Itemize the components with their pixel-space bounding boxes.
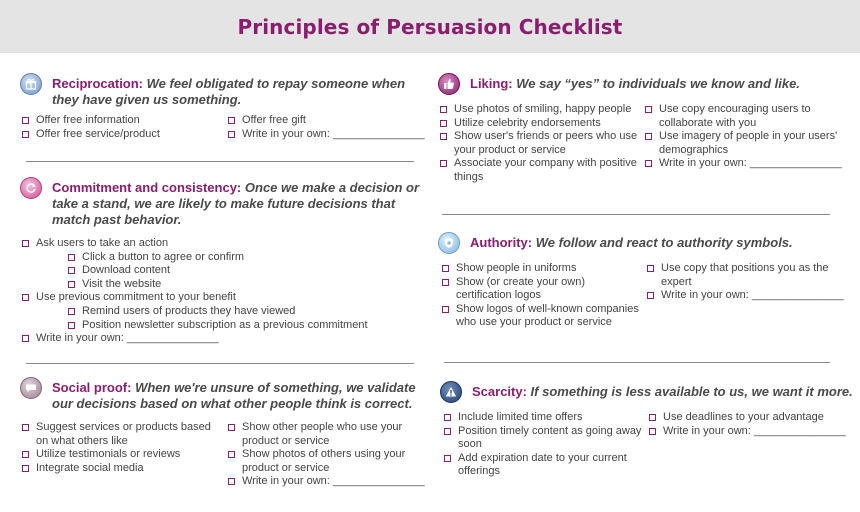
checklist-item[interactable]: Write in your own: _______________	[226, 475, 436, 489]
checklist-item[interactable]: Download content	[66, 264, 420, 278]
checklist-item[interactable]: Show other people who use your product or service	[226, 421, 436, 448]
badge-icon	[438, 232, 460, 254]
checklist-sub	[66, 305, 420, 332]
checkbox[interactable]	[22, 465, 29, 472]
checkbox[interactable]	[228, 478, 235, 485]
checklist	[440, 262, 642, 330]
section-header	[20, 180, 420, 228]
checkbox[interactable]	[22, 424, 29, 431]
checklist-item[interactable]: Visit the website	[66, 278, 420, 292]
checkbox[interactable]	[649, 428, 656, 435]
checkbox[interactable]	[649, 414, 656, 421]
checkbox[interactable]	[228, 131, 235, 138]
checklist-item[interactable]: Offer free information	[20, 114, 220, 128]
section-description: We follow and react to authority symbols.	[535, 235, 793, 250]
checklist-item[interactable]: Use deadlines to your advantage	[647, 411, 855, 425]
checklist	[643, 103, 851, 171]
divider	[442, 214, 830, 215]
checkbox[interactable]	[442, 306, 449, 313]
section-name: Scarcity:	[472, 384, 527, 399]
checklist	[226, 421, 436, 489]
warning-icon	[440, 381, 462, 403]
checklist	[20, 114, 220, 141]
refresh-icon	[20, 177, 42, 199]
checklist	[442, 411, 642, 479]
checklist-item[interactable]: Show people in uniforms	[440, 262, 642, 276]
checklist-item[interactable]: Write in your own: _______________	[20, 332, 420, 346]
checkbox[interactable]	[645, 133, 652, 140]
checklist-item[interactable]: Remind users of products they have viewed	[66, 305, 420, 319]
checklist-item[interactable]: Position timely content as going away soon	[442, 425, 642, 452]
checklist	[20, 237, 420, 251]
checkbox[interactable]	[68, 322, 75, 329]
section-header	[438, 76, 848, 92]
section-name: Social proof:	[52, 380, 132, 395]
chat-bubble-icon	[20, 377, 42, 399]
checklist-item[interactable]: Use imagery of people in your users' demographics	[643, 130, 851, 157]
checkbox[interactable]	[68, 281, 75, 288]
section-social-proof	[20, 380, 434, 491]
checkbox[interactable]	[444, 414, 451, 421]
checklist-item[interactable]: Write in your own: _______________	[647, 425, 855, 439]
checkbox[interactable]	[440, 160, 447, 167]
checkbox[interactable]	[647, 292, 654, 299]
checklist-item[interactable]: Utilize testimonials or reviews	[20, 448, 220, 462]
section-name: Authority:	[470, 235, 533, 250]
checklist-item[interactable]: Use previous commitment to your benefit	[20, 291, 420, 305]
checklist	[226, 114, 436, 141]
checkbox[interactable]	[228, 424, 235, 431]
section-description: We say “yes” to individuals we know and like.	[516, 76, 800, 91]
checklist-item[interactable]: Ask users to take an action	[20, 237, 420, 251]
checkbox[interactable]	[442, 279, 449, 286]
checklist-item[interactable]: Show (or create your own) certification logos	[440, 276, 642, 303]
checkbox[interactable]	[440, 120, 447, 127]
checkbox[interactable]	[645, 106, 652, 113]
section-commitment	[20, 180, 420, 346]
checklist-item[interactable]: Associate your company with positive things	[438, 157, 638, 184]
divider	[26, 161, 414, 162]
section-name: Liking:	[470, 76, 513, 91]
checklist-item[interactable]: Click a button to agree or confirm	[66, 251, 420, 265]
checklist-item[interactable]: Include limited time offers	[442, 411, 642, 425]
checklist	[20, 291, 420, 305]
section-header	[440, 384, 854, 400]
checkbox[interactable]	[442, 265, 449, 272]
section-header	[20, 380, 434, 412]
checklist-item[interactable]: Offer free service/product	[20, 128, 220, 142]
divider	[444, 362, 830, 363]
checklist-item[interactable]: Show logos of well-known companies who use your product or service	[440, 303, 642, 330]
checkbox[interactable]	[68, 308, 75, 315]
checkbox[interactable]	[228, 451, 235, 458]
checklist-item[interactable]: Utilize celebrity endorsements	[438, 117, 638, 131]
checklist	[438, 103, 638, 185]
section-header	[438, 235, 848, 251]
checklist-item[interactable]: Use copy that positions you as the expert	[645, 262, 850, 289]
checkbox[interactable]	[68, 267, 75, 274]
section-description: Once we make a decision or take a stand, we are likely to make future decisions that match past behavior.	[52, 180, 420, 227]
checkbox[interactable]	[444, 428, 451, 435]
checklist-item[interactable]: Show user's friends or peers who use your product or service	[438, 130, 638, 157]
checklist-item[interactable]: Use copy encouraging users to collaborate with you	[643, 103, 851, 130]
checklist-item[interactable]: Write in your own: _______________	[645, 289, 850, 303]
section-name: Commitment and consistency:	[52, 180, 242, 195]
checkbox[interactable]	[22, 240, 29, 247]
section-description: If something is less available to us, we want it more.	[530, 384, 853, 399]
section-name: Reciprocation:	[52, 76, 144, 91]
section-reciprocation	[20, 76, 425, 144]
checkbox[interactable]	[444, 455, 451, 462]
checklist-item[interactable]: Show photos of others using your product or service	[226, 448, 436, 475]
section-header	[20, 76, 420, 108]
checklist-item[interactable]: Offer free gift	[226, 114, 436, 128]
header-bar	[0, 0, 860, 53]
thumbs-up-icon	[438, 73, 460, 95]
checkbox[interactable]	[440, 106, 447, 113]
checklist-item[interactable]: Position newsletter subscription as a previous commitment	[66, 319, 420, 333]
section-authority	[438, 235, 848, 342]
checkbox[interactable]	[440, 133, 447, 140]
checklist-item[interactable]: Integrate social media	[20, 462, 220, 476]
checklist-item[interactable]: Suggest services or products based on what others like	[20, 421, 220, 448]
checkbox[interactable]	[647, 265, 654, 272]
checklist-item[interactable]: Write in your own: _______________	[226, 128, 436, 142]
checklist-item[interactable]: Use photos of smiling, happy people	[438, 103, 638, 117]
checkbox[interactable]	[22, 335, 29, 342]
checkbox[interactable]	[22, 117, 29, 124]
checkbox[interactable]	[22, 131, 29, 138]
gift-icon	[20, 73, 42, 95]
checkbox[interactable]	[645, 160, 652, 167]
checklist-item[interactable]: Add expiration date to your current offerings	[442, 452, 642, 479]
checkbox[interactable]	[22, 294, 29, 301]
checklist	[645, 262, 850, 303]
section-description: We feel obligated to repay someone when they have given us something.	[52, 76, 406, 107]
section-scarcity	[440, 384, 854, 481]
checklist	[20, 332, 420, 346]
section-liking	[438, 76, 848, 195]
checkbox[interactable]	[22, 451, 29, 458]
section-description: When we're unsure of something, we validate our decisions based on what other people think is correct.	[52, 380, 416, 411]
page-title: Principles of Persuasion Checklist	[237, 15, 623, 39]
checkbox[interactable]	[228, 117, 235, 124]
checklist-sub	[66, 251, 420, 292]
divider	[26, 363, 414, 364]
checklist-item[interactable]: Write in your own: _______________	[643, 157, 851, 171]
checklist	[647, 411, 855, 438]
checklist	[20, 421, 220, 475]
checkbox[interactable]	[68, 254, 75, 261]
